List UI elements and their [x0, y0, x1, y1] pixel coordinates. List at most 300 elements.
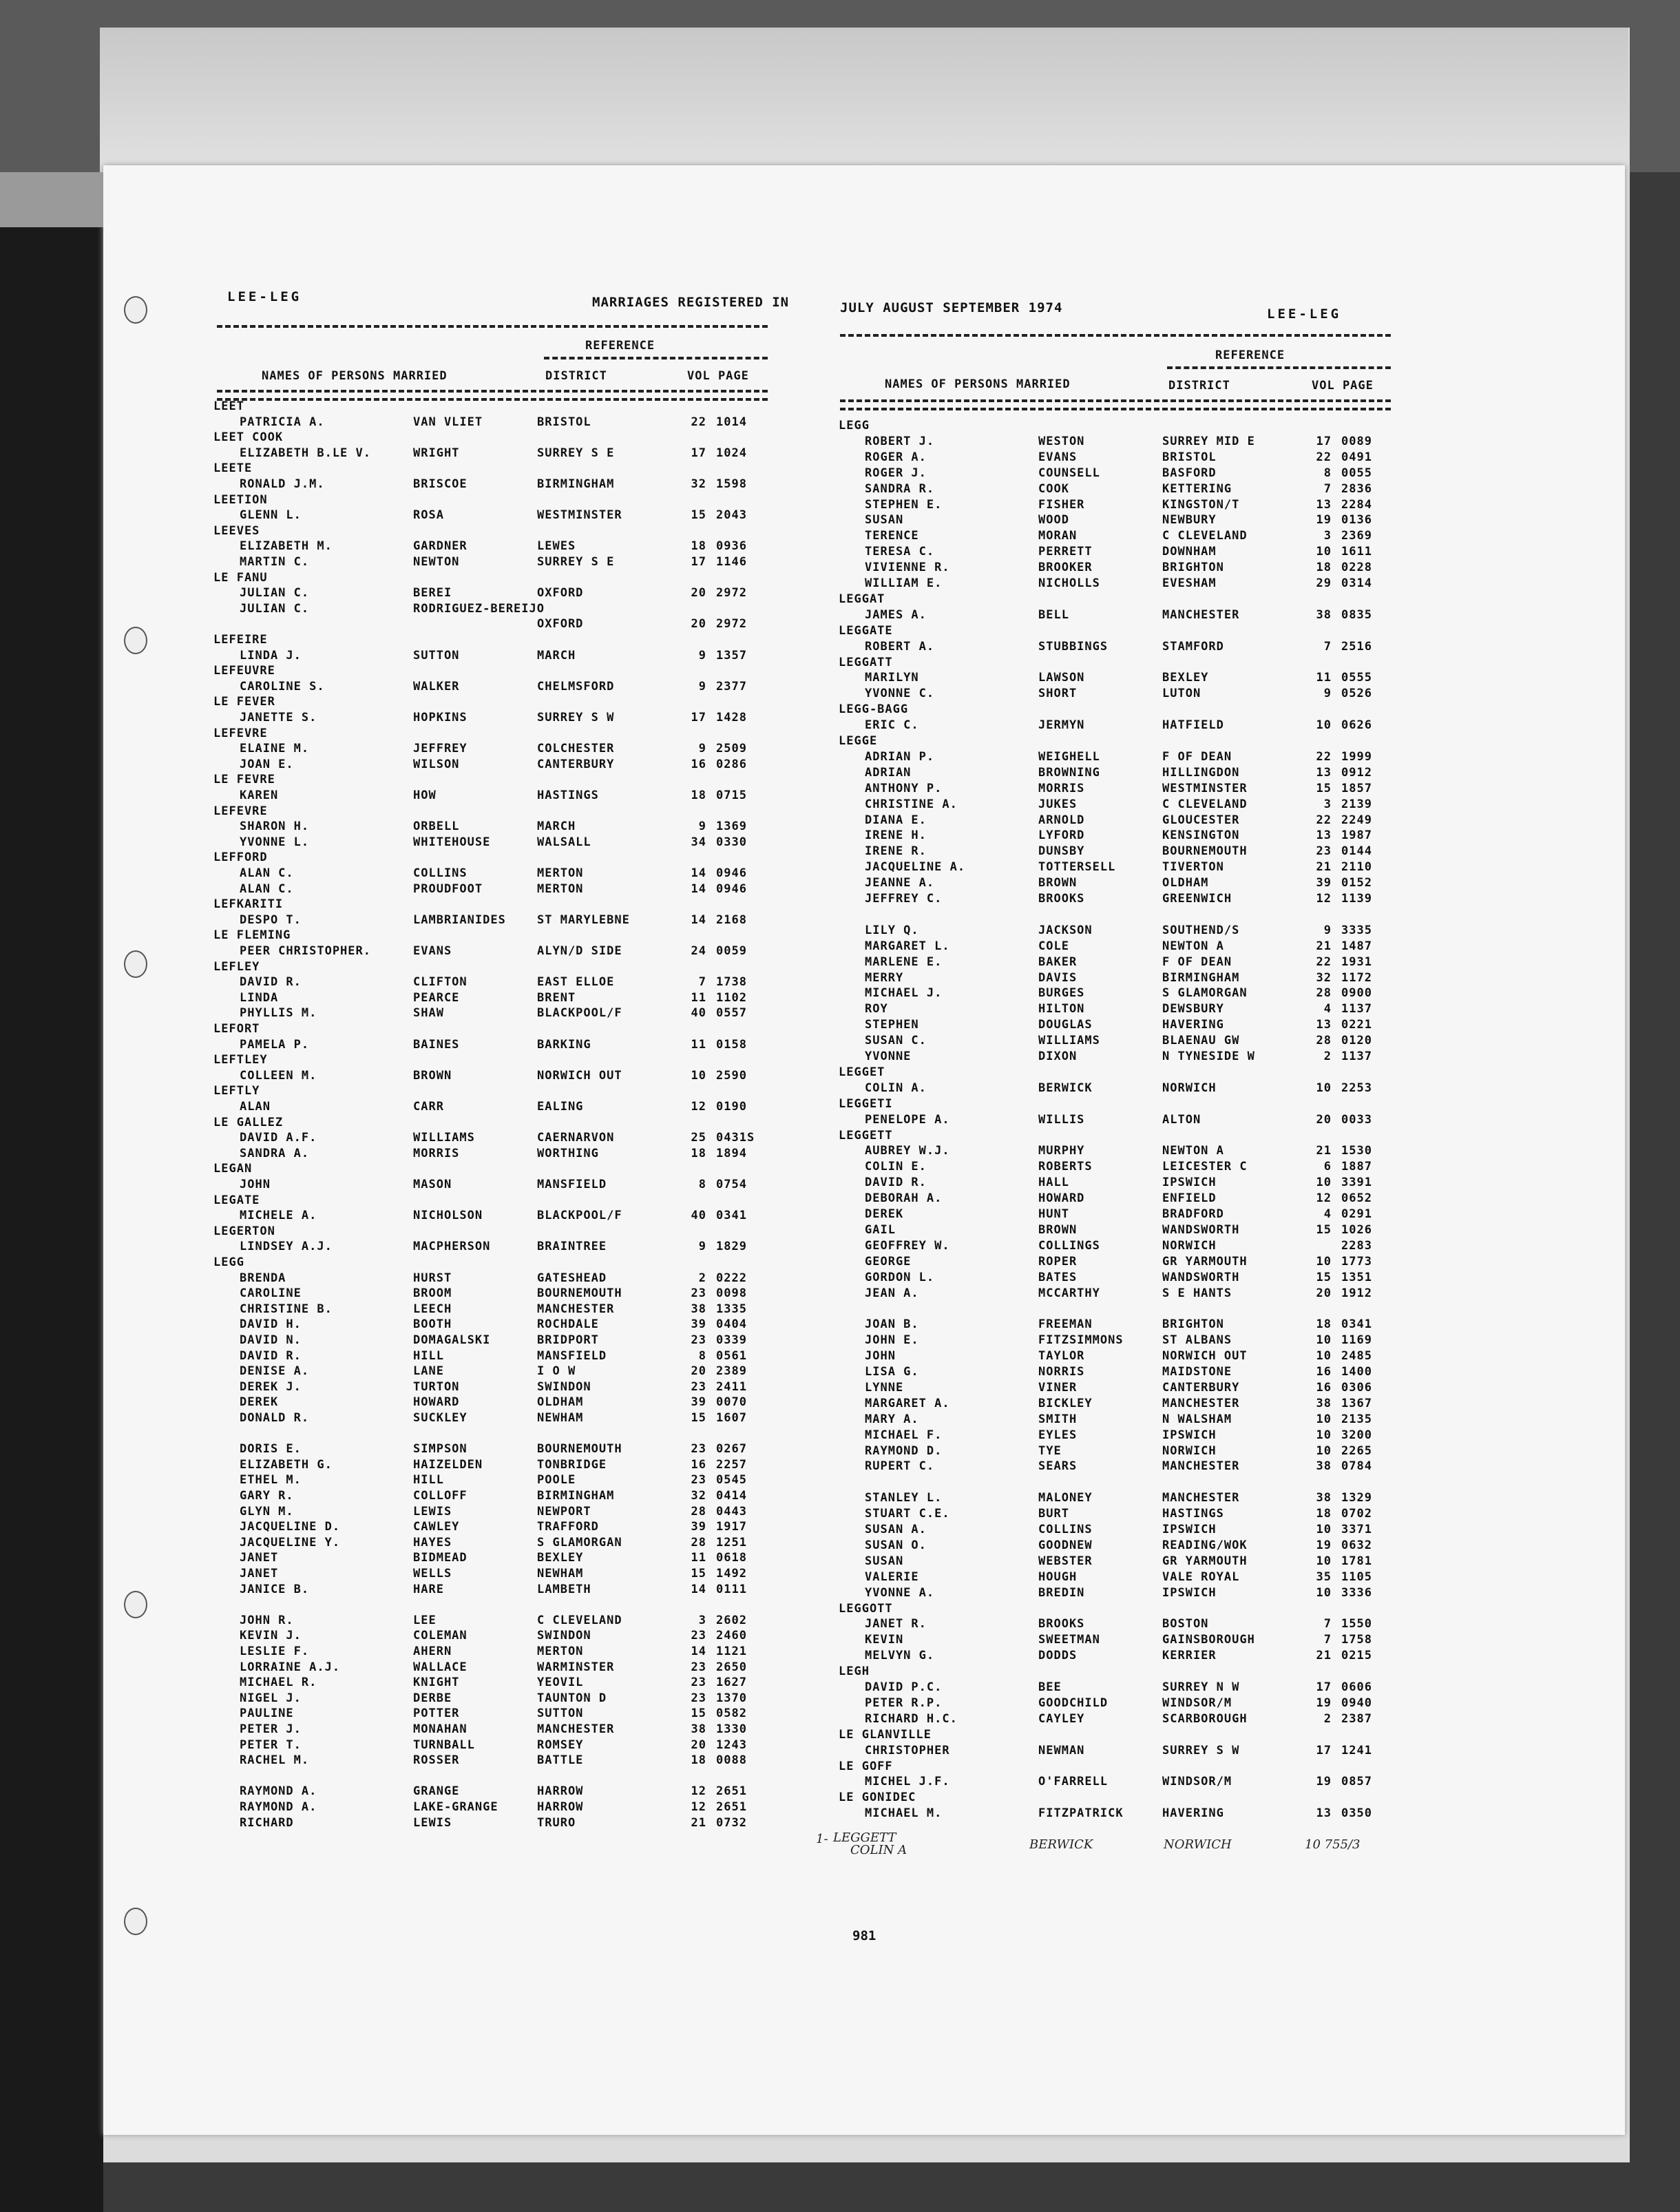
surname: LEGGE	[839, 734, 878, 748]
volume: 7	[1323, 1633, 1332, 1647]
district: WARMINSTER	[537, 1660, 615, 1674]
volume: 7	[1323, 1617, 1332, 1631]
page-ref: 0221	[1341, 1018, 1372, 1032]
spouse-surname: HAIZELDEN	[413, 1457, 483, 1472]
forenames: MARGARET A.	[865, 1396, 950, 1410]
spouse-surname: HILTON	[1038, 1002, 1085, 1016]
page-number: 981	[852, 1928, 876, 1943]
forenames: PATRICIA A.	[240, 415, 325, 429]
district: HAVERING	[1162, 1806, 1224, 1821]
forenames: YVONNE A.	[865, 1585, 935, 1600]
page-ref: 0291	[1341, 1207, 1372, 1221]
surname: LE GALLEZ	[213, 1115, 284, 1129]
forenames: SUSAN O.	[865, 1538, 927, 1552]
district: BOURNEMOUTH	[537, 1286, 622, 1301]
page-ref: 2509	[716, 742, 747, 756]
spouse-surname: WELLS	[413, 1567, 452, 1580]
page-ref: 2602	[716, 1613, 747, 1627]
volume: 12	[691, 1784, 706, 1799]
page-ref: 1400	[1341, 1365, 1372, 1379]
forenames: IRENE H.	[865, 828, 927, 843]
district: BRISTOL	[1162, 450, 1217, 464]
page-ref: 0946	[716, 866, 747, 880]
page-ref: 0545	[716, 1473, 747, 1488]
page-ref: 0912	[1341, 765, 1372, 780]
volume: 7	[1323, 639, 1332, 654]
volume: 38	[1316, 607, 1332, 622]
page-ref: 2043	[716, 508, 747, 523]
divider	[1167, 366, 1391, 369]
spouse-surname: HOWARD	[1038, 1191, 1085, 1206]
page-ref: 2389	[716, 1364, 747, 1379]
forenames: AUBREY W.J.	[865, 1144, 950, 1158]
district: GREENWICH	[1162, 892, 1232, 906]
spouse-surname: WRIGHT	[413, 446, 460, 460]
volume: 40	[691, 1209, 706, 1223]
forenames: RICHARD H.C.	[865, 1711, 958, 1726]
page-ref: 1014	[716, 415, 747, 429]
page-ref: 0946	[716, 881, 747, 896]
forenames: PETER R.P.	[865, 1695, 943, 1710]
volume: 14	[691, 866, 706, 880]
spouse-surname: BICKLEY	[1038, 1396, 1093, 1410]
forenames: YVONNE C.	[865, 687, 935, 701]
volume: 17	[1316, 434, 1332, 448]
volume: 38	[1316, 1459, 1332, 1474]
vol-page-label: VOL PAGE	[1312, 379, 1374, 393]
spouse-surname: WILLIS	[1038, 1112, 1085, 1127]
page-ref: 2387	[1341, 1711, 1372, 1726]
forenames: DORIS E.	[240, 1442, 302, 1457]
spouse-surname: JERMYN	[1038, 718, 1085, 733]
divider	[217, 390, 768, 393]
district: MANCHESTER	[1162, 607, 1240, 622]
page-ref: 2139	[1341, 797, 1372, 811]
spouse-surname: WILLIAMS	[1038, 1034, 1100, 1048]
page-ref: 3336	[1341, 1585, 1372, 1600]
district: GATESHEAD	[537, 1271, 607, 1285]
surname: LEGGAT	[839, 592, 885, 606]
spouse-surname: MCCARTHY	[1038, 1286, 1100, 1300]
divider	[217, 398, 768, 401]
forenames: DAVID P.C.	[865, 1680, 943, 1694]
district: OLDHAM	[537, 1395, 584, 1410]
register-page	[103, 165, 1625, 2135]
spouse-surname: ROSA	[413, 508, 444, 523]
page-ref: 0152	[1341, 876, 1372, 890]
volume: 9	[698, 1240, 706, 1254]
district: N WALSHAM	[1162, 1412, 1232, 1426]
forenames: GORDON L.	[865, 1270, 935, 1284]
divider	[544, 357, 768, 359]
surname: LEGERTON	[213, 1224, 275, 1238]
volume: 15	[691, 1707, 706, 1721]
page-ref: 1912	[1341, 1286, 1372, 1300]
page-ref: 1251	[716, 1535, 747, 1550]
district: NEWTON A	[1162, 939, 1224, 953]
page-ref: 0732	[716, 1815, 747, 1830]
forenames: JACQUELINE Y.	[240, 1535, 341, 1550]
page-ref: 0754	[716, 1178, 747, 1191]
district: NEWBURY	[1162, 513, 1217, 528]
forenames: JANET R.	[865, 1617, 927, 1631]
district: BRISTOL	[537, 415, 591, 429]
surname: LEGH	[839, 1665, 870, 1679]
page-ref: 1487	[1341, 939, 1372, 953]
volume: 10	[1316, 1554, 1332, 1568]
district: BEXLEY	[537, 1551, 584, 1565]
district: EAST ELLOE	[537, 975, 615, 990]
forenames: JOHN R.	[240, 1613, 294, 1627]
page-ref: 1931	[1341, 954, 1372, 969]
surname: LEFTLY	[213, 1084, 260, 1098]
forenames: CHRISTINE A.	[865, 797, 958, 811]
forenames: DIANA E.	[865, 813, 927, 827]
spouse-surname: DODDS	[1038, 1649, 1078, 1663]
volume: 13	[1316, 828, 1332, 843]
page-ref: 0555	[1341, 671, 1372, 685]
district: BOSTON	[1162, 1617, 1209, 1631]
forenames: DEREK	[865, 1207, 904, 1221]
volume: 10	[1316, 718, 1332, 733]
volume: 23	[691, 1660, 706, 1674]
forenames: RAYMOND D.	[865, 1443, 943, 1458]
district: F OF DEAN	[1162, 749, 1232, 764]
district: MARCH	[537, 648, 576, 662]
district: S GLAMORGAN	[1162, 986, 1248, 1001]
forenames: GEORGE	[865, 1254, 912, 1269]
page-ref: 0033	[1341, 1112, 1372, 1127]
page-ref: 0936	[716, 539, 747, 554]
forenames: DAVID A.F.	[240, 1131, 317, 1145]
page-ref: 2485	[1341, 1349, 1372, 1364]
district: SURREY N W	[1162, 1680, 1240, 1694]
volume: 17	[691, 446, 706, 460]
page-ref: 2972	[716, 617, 747, 632]
district: LUTON	[1162, 687, 1201, 701]
page-ref: 1330	[716, 1722, 747, 1736]
volume: 16	[1316, 1380, 1332, 1395]
forenames: STANLEY L.	[865, 1491, 943, 1505]
forenames: JANET	[240, 1551, 279, 1565]
district: C CLEVELAND	[537, 1613, 622, 1627]
spouse-surname: DIXON	[1038, 1050, 1078, 1063]
forenames: YVONNE L.	[240, 835, 310, 849]
district: MERTON	[537, 1645, 584, 1658]
spouse-surname: TURTON	[413, 1379, 460, 1394]
surname: LEFTLEY	[213, 1053, 268, 1067]
district: HAVERING	[1162, 1018, 1224, 1032]
volume: 11	[691, 1551, 706, 1565]
forenames: JACQUELINE D.	[240, 1520, 341, 1534]
page-ref: 0098	[716, 1286, 747, 1301]
spouse-surname: SMITH	[1038, 1412, 1078, 1426]
spouse-surname: EVANS	[1038, 450, 1078, 464]
district: KERRIER	[1162, 1649, 1217, 1663]
page-ref: 2257	[716, 1457, 747, 1472]
volume: 10	[1316, 1176, 1332, 1190]
spouse-surname: CAYLEY	[1038, 1711, 1085, 1726]
spouse-surname: TYE	[1038, 1443, 1062, 1458]
district: BEXLEY	[1162, 671, 1209, 685]
spouse-surname: KNIGHT	[413, 1676, 460, 1690]
district: BARKING	[537, 1037, 591, 1052]
district: IPSWICH	[1162, 1585, 1217, 1600]
page-ref: 0144	[1341, 844, 1372, 859]
page-ref: 2135	[1341, 1412, 1372, 1426]
forenames: JULIAN C.	[240, 601, 310, 616]
page-ref: 1598	[716, 477, 747, 491]
spouse-surname: NICHOLSON	[413, 1209, 483, 1223]
spouse-surname: TAYLOR	[1038, 1349, 1085, 1364]
volume: 21	[1316, 1649, 1332, 1663]
district: WANDSWORTH	[1162, 1270, 1240, 1284]
surname: LEETE	[213, 461, 253, 476]
film-band	[0, 172, 103, 227]
forenames: DEREK J.	[240, 1379, 302, 1394]
district: KINGSTON/T	[1162, 497, 1240, 512]
volume: 10	[1316, 1523, 1332, 1536]
page-ref: 2265	[1341, 1443, 1372, 1458]
page-ref: 0111	[716, 1582, 747, 1596]
spouse-surname: PROUDFOOT	[413, 881, 483, 896]
volume: 10	[1316, 1428, 1332, 1442]
punch-hole	[124, 1591, 147, 1618]
surname: LEEVES	[213, 523, 260, 538]
district: WORTHING	[537, 1146, 599, 1160]
page-ref: 1243	[716, 1738, 747, 1752]
handwritten-mark: 1-	[816, 1832, 828, 1846]
district: TIVERTON	[1162, 860, 1224, 875]
forenames: MARILYN	[865, 671, 919, 685]
page-ref: 0070	[716, 1395, 747, 1410]
spouse-surname: FITZSIMMONS	[1038, 1333, 1124, 1348]
district: TAUNTON D	[537, 1691, 607, 1705]
forenames: RICHARD	[240, 1815, 294, 1830]
volume: 23	[691, 1691, 706, 1705]
district: MANSFIELD	[537, 1178, 607, 1191]
page-ref: 2168	[716, 912, 747, 927]
forenames: LINDA J.	[240, 648, 302, 662]
forenames: COLIN E.	[865, 1160, 927, 1174]
page-ref: 0784	[1341, 1459, 1372, 1474]
volume: 19	[1316, 513, 1332, 528]
spouse-surname: ORBELL	[413, 820, 460, 834]
page-ref: 0626	[1341, 718, 1372, 733]
district: NORWICH	[1162, 1081, 1217, 1095]
spouse-surname: PEARCE	[413, 990, 460, 1005]
district: TRURO	[537, 1815, 576, 1830]
district: WALSALL	[537, 835, 591, 849]
district: NORWICH	[1162, 1238, 1217, 1253]
district: WINDSOR/M	[1162, 1695, 1232, 1710]
forenames: JOHN	[240, 1178, 271, 1191]
forenames: MICHAEL M.	[865, 1806, 943, 1821]
spouse-surname: BAINES	[413, 1037, 460, 1052]
forenames: TERESA C.	[865, 545, 935, 559]
district: LEWES	[537, 539, 576, 554]
forenames: GEOFFREY W.	[865, 1238, 950, 1253]
forenames: DEBORAH A.	[865, 1191, 943, 1206]
volume: 20	[691, 1364, 706, 1379]
film-left-border	[0, 172, 103, 2212]
district: WESTMINSTER	[537, 508, 622, 523]
volume: 15	[1316, 1270, 1332, 1284]
volume: 15	[1316, 1222, 1332, 1237]
spouse-surname: ROBERTS	[1038, 1160, 1093, 1174]
page-ref: 1172	[1341, 970, 1372, 985]
volume: 32	[1316, 970, 1332, 985]
header-title: MARRIAGES REGISTERED IN	[592, 295, 790, 310]
spouse-surname: MURPHY	[1038, 1144, 1085, 1158]
volume: 20	[1316, 1112, 1332, 1127]
volume: 19	[1316, 1695, 1332, 1710]
page-ref: 1773	[1341, 1254, 1372, 1269]
district: I O W	[537, 1364, 576, 1379]
volume: 13	[1316, 497, 1332, 512]
volume: 20	[1316, 1286, 1332, 1300]
district: ALTON	[1162, 1112, 1201, 1127]
punch-hole	[124, 627, 147, 654]
volume: 38	[691, 1302, 706, 1316]
district: SOUTHEND/S	[1162, 923, 1240, 937]
volume: 16	[1316, 1365, 1332, 1379]
spouse-surname: WALLACE	[413, 1660, 468, 1674]
volume: 28	[1316, 986, 1332, 1001]
forenames: GAIL	[865, 1222, 896, 1237]
surname: LE GONIDEC	[839, 1791, 916, 1805]
volume: 9	[1323, 923, 1332, 937]
forenames: JEFFREY C.	[865, 892, 943, 906]
surname: LE GLANVILLE	[839, 1727, 932, 1742]
surname: LEFEUVRE	[213, 664, 275, 678]
forenames: DONALD R.	[240, 1411, 310, 1425]
spouse-surname: NICHOLLS	[1038, 576, 1100, 590]
spouse-surname: FREEMAN	[1038, 1317, 1093, 1332]
volume: 23	[691, 1379, 706, 1394]
volume: 7	[1323, 481, 1332, 496]
spouse-surname: COLLOFF	[413, 1489, 468, 1503]
forenames: RAYMOND A.	[240, 1800, 317, 1814]
page-ref: 1121	[716, 1645, 747, 1658]
forenames: KEVIN J.	[240, 1629, 302, 1643]
district: NEWHAM	[537, 1411, 584, 1425]
spouse-surname: JACKSON	[1038, 923, 1093, 937]
district: BLACKPOOL/F	[537, 1006, 622, 1021]
forenames: MERRY	[865, 970, 904, 985]
volume: 39	[691, 1520, 706, 1534]
spouse-surname: VINER	[1038, 1380, 1078, 1395]
surname: LEET COOK	[213, 430, 284, 445]
district: GLOUCESTER	[1162, 813, 1240, 827]
district: BRIGHTON	[1162, 1317, 1224, 1332]
spouse-surname: WALKER	[413, 679, 460, 693]
forenames: ETHEL M.	[240, 1473, 302, 1488]
volume: 18	[691, 1146, 706, 1160]
volume: 22	[1316, 450, 1332, 464]
volume: 22	[1316, 813, 1332, 827]
spouse-surname: COOK	[1038, 481, 1069, 496]
surname: LE FANU	[213, 570, 268, 585]
volume: 9	[698, 742, 706, 756]
surname: LEGGETI	[839, 1096, 893, 1111]
spouse-surname: SEARS	[1038, 1459, 1078, 1474]
spouse-surname: SIMPSON	[413, 1442, 468, 1457]
spouse-surname: AHERN	[413, 1645, 452, 1658]
page-ref: 2972	[716, 586, 747, 601]
forenames: SUSAN A.	[865, 1523, 927, 1536]
spouse-surname: BEE	[1038, 1680, 1062, 1694]
forenames: SANDRA A.	[240, 1146, 310, 1160]
spouse-surname: BURGES	[1038, 986, 1085, 1001]
page-ref: 0618	[716, 1551, 747, 1565]
forenames: COLIN A.	[865, 1081, 927, 1095]
page-ref: 1607	[716, 1411, 747, 1425]
forenames: PETER T.	[240, 1738, 302, 1752]
spouse-surname: ROPER	[1038, 1254, 1078, 1269]
volume: 15	[691, 508, 706, 523]
volume: 23	[691, 1629, 706, 1643]
spouse-surname: TOTTERSELL	[1038, 860, 1116, 875]
page-ref: 1738	[716, 975, 747, 990]
district: MANSFIELD	[537, 1348, 607, 1363]
volume: 20	[691, 1738, 706, 1752]
spouse-surname: LAWSON	[1038, 671, 1085, 685]
district: NEWHAM	[537, 1567, 584, 1580]
district: CANTERBURY	[537, 757, 615, 771]
page-ref: 0222	[716, 1271, 747, 1285]
page-ref: 2377	[716, 679, 747, 693]
district: BLACKPOOL/F	[537, 1209, 622, 1223]
spouse-surname: HALL	[1038, 1176, 1069, 1190]
volume: 17	[691, 711, 706, 724]
forenames: DAVID R.	[240, 1348, 302, 1363]
district: BRAINTREE	[537, 1240, 607, 1254]
page-ref: 0055	[1341, 466, 1372, 480]
spouse-surname: WESTON	[1038, 434, 1085, 448]
spouse-surname: GARDNER	[413, 539, 468, 554]
page-ref: 3371	[1341, 1523, 1372, 1536]
forenames: IRENE R.	[865, 844, 927, 859]
forenames: ALAN C.	[240, 866, 294, 880]
spouse-surname: ARNOLD	[1038, 813, 1085, 827]
page-ref: 0715	[716, 789, 747, 802]
page-ref: 2110	[1341, 860, 1372, 875]
spouse-surname: MALONEY	[1038, 1491, 1093, 1505]
spouse-surname: HILL	[413, 1473, 444, 1488]
volume: 6	[1323, 1160, 1332, 1174]
district: SURREY MID E	[1162, 434, 1255, 448]
spouse-surname: FISHER	[1038, 497, 1085, 512]
district: GR YARMOUTH	[1162, 1254, 1248, 1269]
forenames: NIGEL J.	[240, 1691, 302, 1705]
surname: LEGG	[213, 1255, 244, 1269]
forenames: MELVYN G.	[865, 1649, 935, 1663]
spouse-surname: DUNSBY	[1038, 844, 1085, 859]
district: BRENT	[537, 990, 576, 1005]
forenames: STEPHEN E.	[865, 497, 943, 512]
page-ref: 1026	[1341, 1222, 1372, 1237]
forenames: ANTHONY P.	[865, 781, 943, 795]
spouse-surname: BRISCOE	[413, 477, 468, 491]
forenames: DAVID R.	[865, 1176, 927, 1190]
vol-page-label: VOL PAGE	[687, 369, 749, 383]
handwritten-name: COLIN A	[850, 1843, 907, 1857]
page-ref: 1367	[1341, 1396, 1372, 1410]
page-ref: 1829	[716, 1240, 747, 1254]
page-ref: 1987	[1341, 828, 1372, 843]
spouse-surname: NORRIS	[1038, 1365, 1085, 1379]
